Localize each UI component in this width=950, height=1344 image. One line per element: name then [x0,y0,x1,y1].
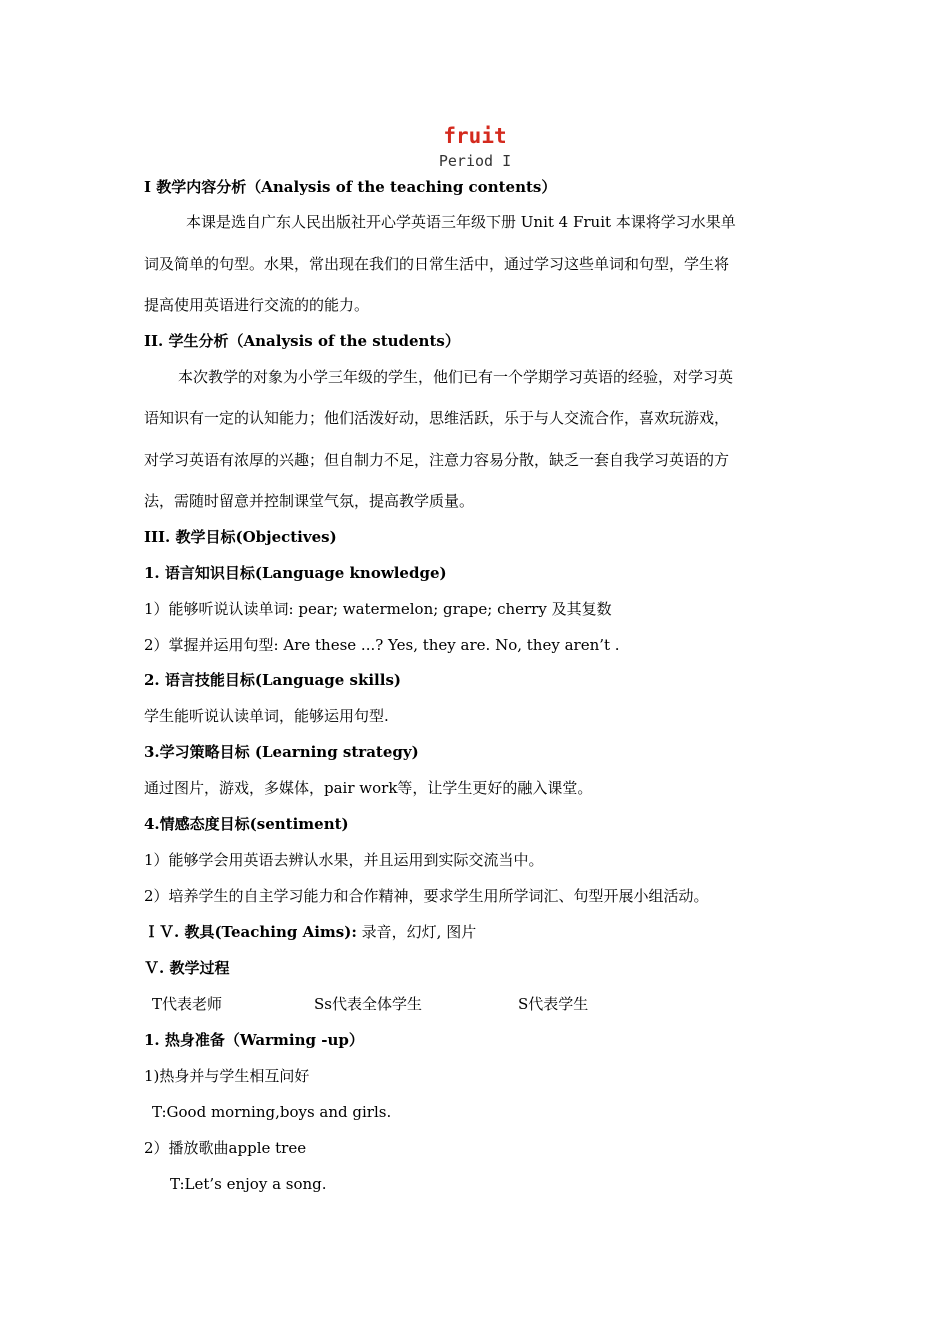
legend-teacher: T代表老师 [152,995,223,1013]
paragraph-line: 本次教学的对象为小学三年级的学生，他们已有一个学期学习英语的经验，对学习英 [178,368,734,386]
list-item: 2）播放歌曲apple tree [144,1139,307,1157]
dialogue-line: T:Good morning,boys and girls. [152,1103,392,1121]
list-item: 2）掌握并运用句型: Are these ...? Yes, they are. No, they aren’t . [144,636,620,654]
subheading-language-skills: 2. 语言技能目标(Language skills) [144,671,401,689]
paragraph-line: 学生能听说认读单词，能够运用句型. [144,707,389,725]
teaching-aids-list: 录音，幻灯, 图片 [361,923,477,941]
dialogue-line: T:Let’s enjoy a song. [170,1175,327,1193]
paragraph-line: 词及简单的句型。水果，常出现在我们的日常生活中，通过学习这些单词和句型，学生将 [144,255,730,273]
list-item: 2）培养学生的自主学习能力和合作精神，要求学生用所学词汇、句型开展小组活动。 [144,887,709,905]
paragraph-line: 通过图片，游戏，多媒体，pair work等，让学生更好的融入课堂。 [144,779,593,797]
list-item: 1)热身并与学生相互问好 [144,1067,310,1085]
subheading-language-knowledge: 1. 语言知识目标(Language knowledge) [144,564,447,582]
legend-student: S代表学生 [518,995,589,1013]
subheading-warming-up: 1. 热身准备（Warming -up） [144,1031,364,1049]
section-teaching-aids [144,922,814,942]
section-heading-student-analysis: II. 学生分析（Analysis of the students） [144,332,460,350]
section-heading-content-analysis: I 教学内容分析（Analysis of the teaching contents） [144,178,557,196]
paragraph-line: 提高使用英语进行交流的的能力。 [144,296,370,314]
section-heading-objectives: III. 教学目标(Objectives) [144,528,337,546]
subheading-sentiment: 4.情感态度目标(sentiment) [144,815,349,833]
subheading-learning-strategy: 3.学习策略目标 (Learning strategy) [144,743,419,761]
document-title: fruit [443,124,507,148]
list-item: 1）能够听说认读单词: pear; watermelon; grape; cherry 及其复数 [144,600,612,618]
paragraph-line: 对学习英语有浓厚的兴趣；但自制力不足，注意力容易分散，缺乏一套自我学习英语的方 [144,451,730,469]
paragraph-line: 法，需随时留意并控制课堂气氛，提高教学质量。 [144,492,475,510]
paragraph-line: 本课是选自广东人民出版社开心学英语三年级下册 Unit 4 Fruit 本课将学习水果单 [186,213,736,231]
document-subtitle: Period I [438,152,512,170]
section-heading-teaching-aids: ＩＶ. 教具(Teaching Aims): [144,923,357,941]
list-item: 1）能够学会用英语去辨认水果，并且运用到实际交流当中。 [144,851,544,869]
paragraph-line: 语知识有一定的认知能力；他们活泼好动，思维活跃，乐于与人交流合作，喜欢玩游戏， [144,409,730,427]
section-heading-teaching-process: Ｖ. 教学过程 [144,959,230,977]
legend-all-students: Ss代表全体学生 [314,995,422,1013]
